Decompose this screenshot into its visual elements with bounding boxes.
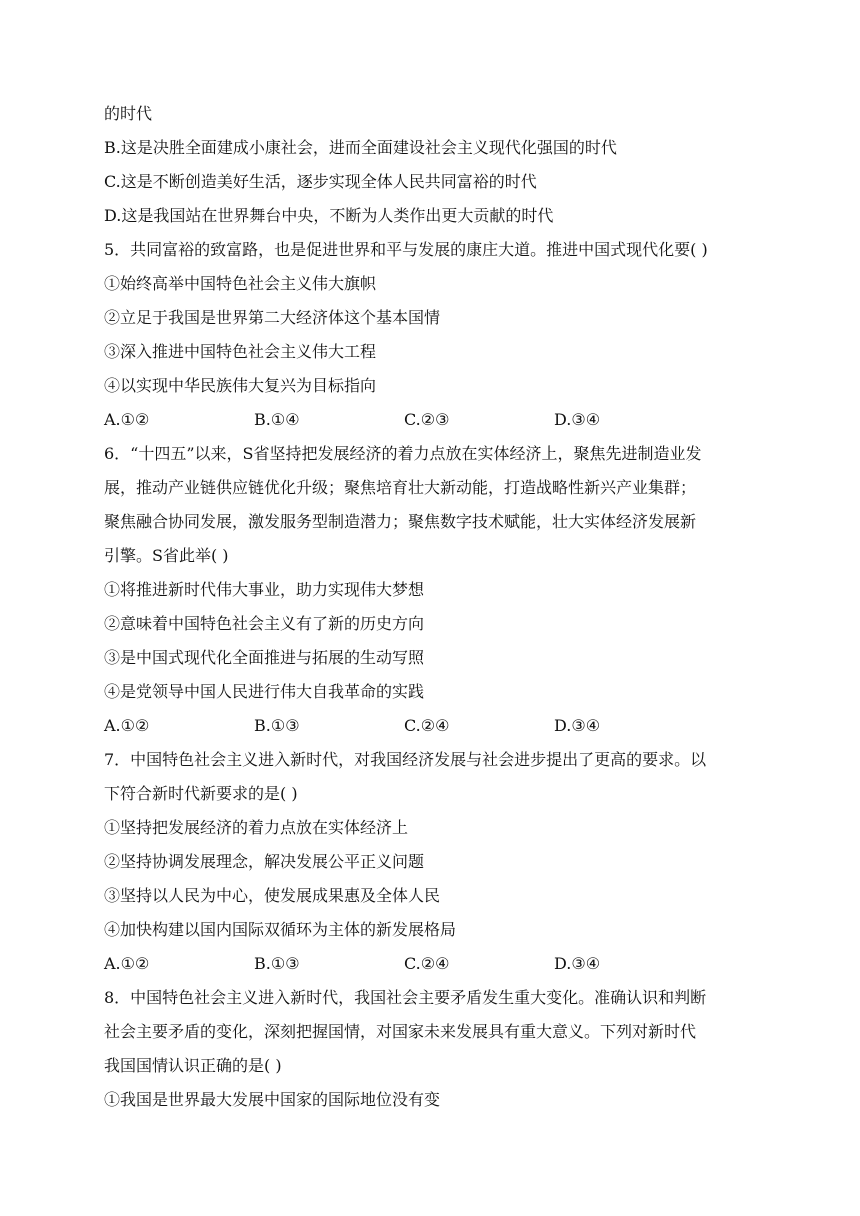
q7-option-a: A.①② [104,954,150,973]
q7-option-c: C.②④ [404,954,450,973]
q6-option-d: D.③④ [554,716,601,735]
q5-option-c: C.②③ [404,410,450,429]
question-8-stem-line-1: 8．中国特色社会主义进入新时代，我国社会主要矛盾发生重大变化。准确认识和判断 [104,988,707,1007]
q6-item-4: ④是党领导中国人民进行伟大自我革命的实践 [104,682,425,701]
question-5-stem: 5．共同富裕的致富路，也是促进世界和平与发展的康庄大道。推进中国式现代化要( ) [104,240,708,259]
question-8-stem-line-3: 我国国情认识正确的是( ) [104,1056,282,1075]
q5-option-a: A.①② [104,410,150,429]
q8-item-1: ①我国是世界最大发展中国家的国际地位没有变 [104,1090,441,1109]
option-d-line: D.这是我国站在世界舞台中央，不断为人类作出更大贡献的时代 [104,206,554,225]
q7-option-d: D.③④ [554,954,601,973]
q6-item-2: ②意味着中国特色社会主义有了新的历史方向 [104,614,425,633]
question-7-stem-line-2: 下符合新时代新要求的是( ) [104,784,298,803]
option-c-line: C.这是不断创造美好生活，逐步实现全体人民共同富裕的时代 [104,172,537,191]
q7-option-b: B.①③ [254,954,300,973]
q5-item-3: ③深入推进中国特色社会主义伟大工程 [104,342,377,361]
q5-item-1: ①始终高举中国特色社会主义伟大旗帜 [104,274,377,293]
q7-item-1: ①坚持把发展经济的着力点放在实体经济上 [104,818,409,837]
question-6-stem-line-1: 6．“十四五”以来，S省坚持把发展经济的着力点放在实体经济上，聚焦先进制造业发 [104,444,702,463]
q6-option-c: C.②④ [404,716,450,735]
question-6-stem-line-2: 展，推动产业链供应链优化升级；聚焦培育壮大新动能，打造战略性新兴产业集群； [104,478,697,497]
q5-option-b: B.①④ [254,410,300,429]
question-6-stem-line-3: 聚焦融合协同发展，激发服务型制造潜力；聚焦数字技术赋能，壮大实体经济发展新 [104,512,697,531]
question-8-stem-line-2: 社会主要矛盾的变化，深刻把握国情，对国家未来发展具有重大意义。下列对新时代 [104,1022,697,1041]
q7-item-2: ②坚持协调发展理念，解决发展公平正义问题 [104,852,425,871]
q7-item-3: ③坚持以人民为中心，使发展成果惠及全体人民 [104,886,441,905]
question-7-stem-line-1: 7．中国特色社会主义进入新时代，对我国经济发展与社会进步提出了更高的要求。以 [104,750,707,769]
question-6-stem-line-4: 引擎。S省此举( ) [104,546,229,565]
q5-item-2: ②立足于我国是世界第二大经济体这个基本国情 [104,308,441,327]
q6-option-b: B.①③ [254,716,300,735]
text-line: 的时代 [104,104,153,123]
q6-option-a: A.①② [104,716,150,735]
q6-item-1: ①将推进新时代伟大事业，助力实现伟大梦想 [104,580,425,599]
q5-item-4: ④以实现中华民族伟大复兴为目标指向 [104,376,377,395]
q7-item-4: ④加快构建以国内国际双循环为主体的新发展格局 [104,920,457,939]
option-b-line: B.这是决胜全面建成小康社会，进而全面建设社会主义现代化强国的时代 [104,138,617,157]
q6-item-3: ③是中国式现代化全面推进与拓展的生动写照 [104,648,425,667]
q5-option-d: D.③④ [554,410,601,429]
